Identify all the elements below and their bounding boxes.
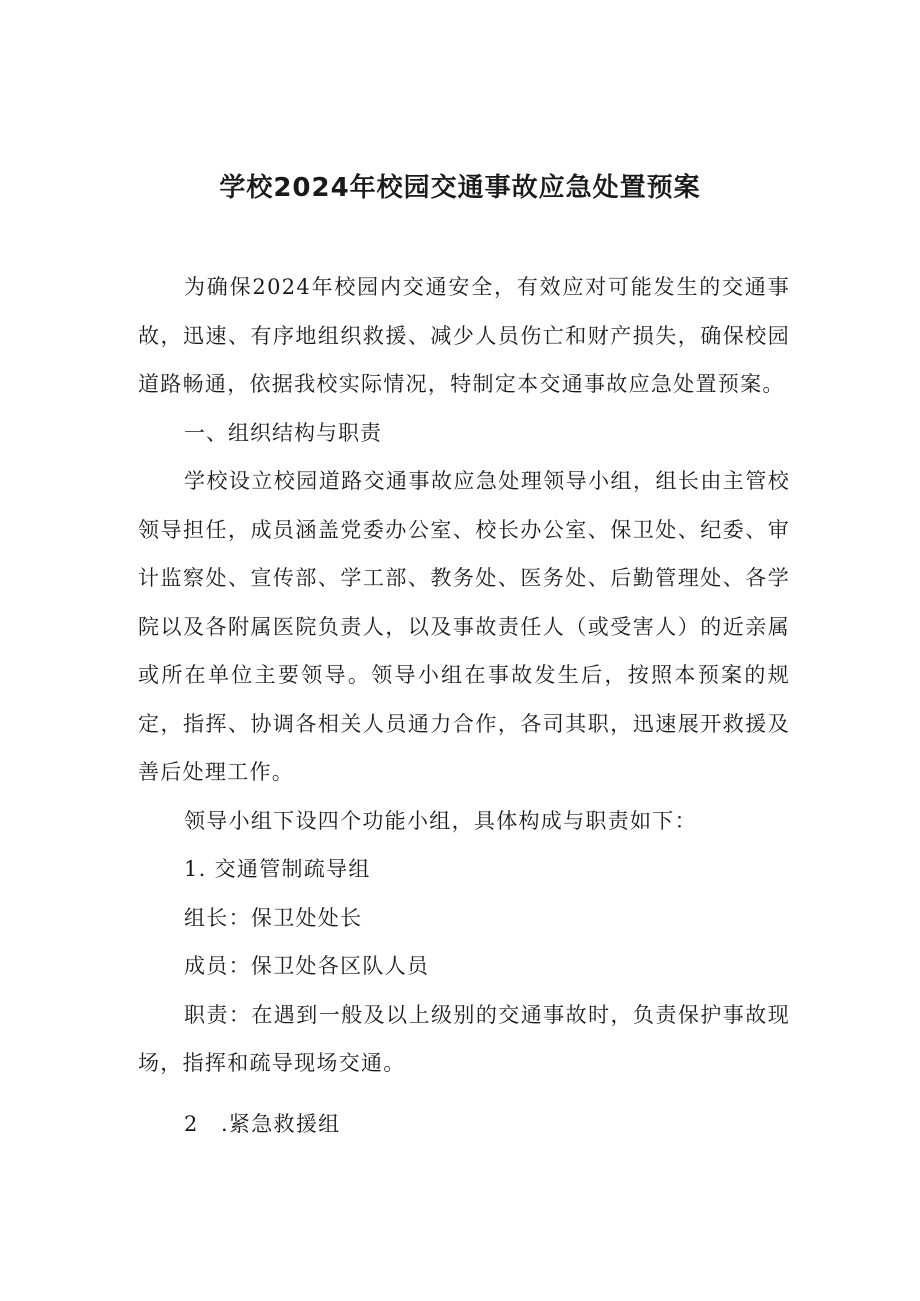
group1-title: 1. 交通管制疏导组	[184, 857, 371, 881]
group2-title: 2 .紧急救援组	[184, 1111, 341, 1136]
group1-leader: 组长：保卫处处长	[184, 905, 363, 930]
document-title: 学校2024年校园交通事故应急处置预案	[219, 173, 701, 203]
section-heading-organization: 一、组织结构与职责	[184, 420, 382, 445]
group1-members: 成员：保卫处各区队人员	[184, 954, 430, 978]
group1-duty: 职责：在遇到一般及以上级别的交通事故时，负责保护事故现场，指挥和疏导现场交通。	[138, 1002, 790, 1075]
intro-paragraph: 为确保2024年校园内交通安全，有效应对可能发生的交通事故，迅速、有序地组织救援、减少人员伤亡和财产损失，确保校园道路畅通，依据我校实际情况，特制定本交通事故应急处置预案。	[138, 275, 790, 396]
organization-paragraph: 学校设立校园道路交通事故应急处理领导小组，组长由主管校领导担任，成员涵盖党委办公室、校长办公室、保卫处、纪委、审计监察处、宣传部、学工部、教务处、医务处、后勤管理处、各学院以及各附属医院负责人，以及事故责任人（或受害人）的近亲属或所在单位主要领导。领导小组在事故发生后，按照本预案的规定，指挥、协调各相关人员通力合作，各司其职，迅速展开救援及善后处理工作。	[138, 469, 790, 784]
document-body	[138, 263, 790, 1148]
groups-intro-paragraph: 领导小组下设四个功能小组，具体构成与职责如下：	[184, 808, 697, 833]
